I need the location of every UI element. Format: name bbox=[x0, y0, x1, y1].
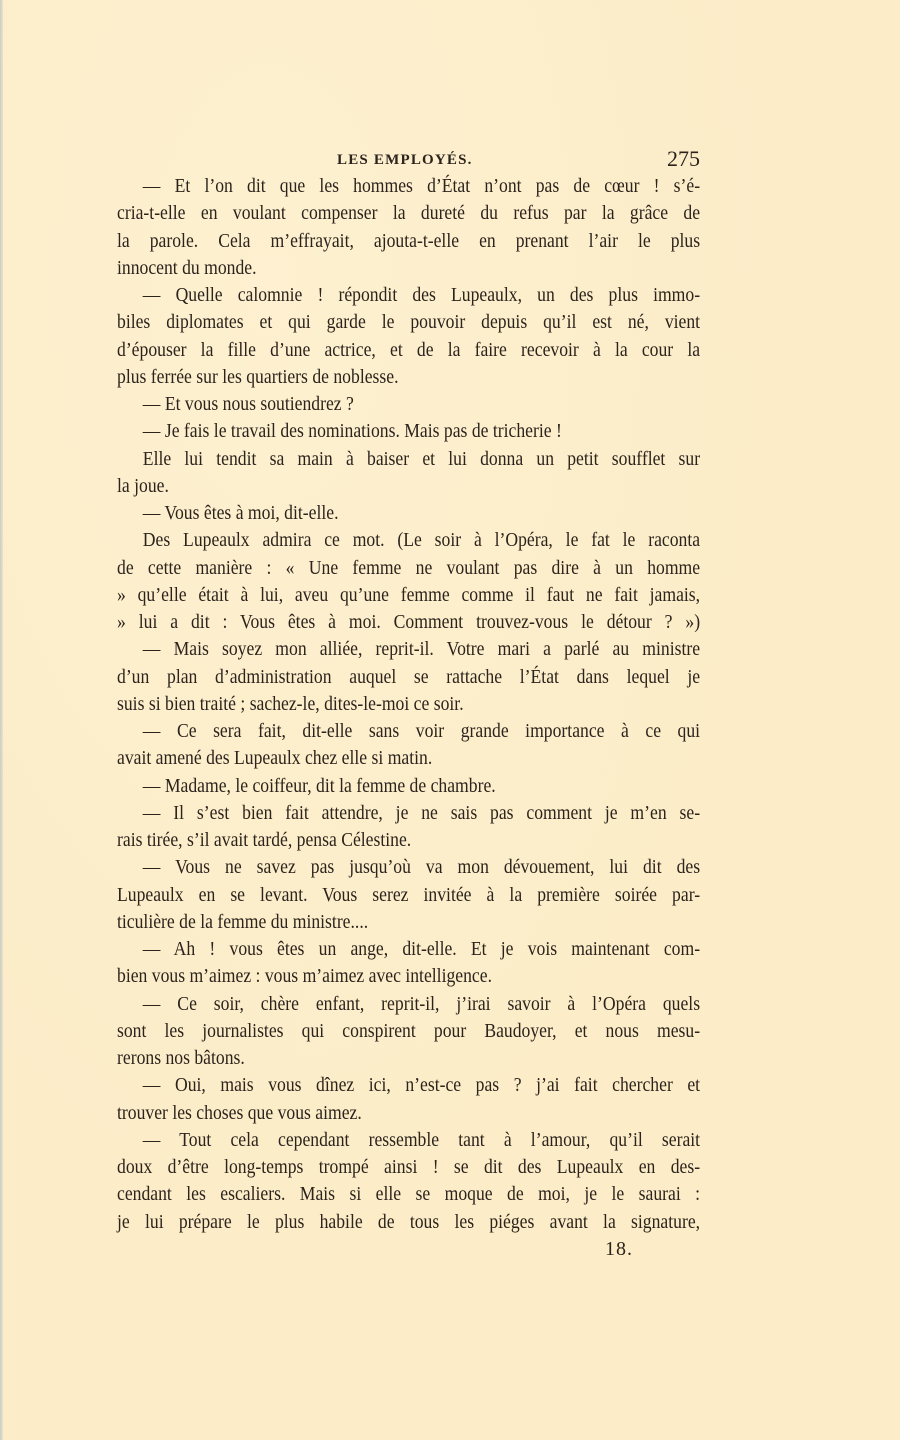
running-head bbox=[117, 145, 700, 173]
text-line: rais tirée, s’il avait tardé, pensa Célestine. bbox=[117, 829, 412, 851]
text-line: — Madame, le coiffeur, dit la femme de chambre. bbox=[142, 774, 496, 797]
text-line: ticulière de la femme du ministre.... bbox=[117, 910, 369, 933]
running-title: LES EMPLOYÉS. bbox=[337, 152, 473, 168]
text-line: — Vous êtes à moi, dit-elle. bbox=[142, 502, 339, 524]
text-line: Des Lupeaulx admira ce mot. (Le soir à l’Opéra, le fat le raconta bbox=[142, 529, 701, 552]
text-line: trouver les choses que vous aimez. bbox=[117, 1101, 362, 1124]
book-page bbox=[117, 145, 700, 1266]
text-line: rerons nos bâtons. bbox=[117, 1047, 245, 1069]
text-line: bien vous m’aimez : vous m’aimez avec intelligence. bbox=[117, 965, 493, 988]
text-line: — Vous ne savez pas jusqu’où va mon dévouement, lui dit des bbox=[142, 856, 701, 879]
text-line: — Et vous nous soutiendrez ? bbox=[142, 393, 354, 415]
text-line: — Ah ! vous êtes un ange, dit-elle. Et je vois maintenant com- bbox=[142, 938, 701, 960]
text-line: » qu’elle était à lui, aveu qu’une femme comme il faut ne fait jamais, bbox=[117, 583, 701, 606]
text-line: d’un plan d’administration auquel se rattache l’État dans lequel je bbox=[117, 665, 701, 688]
text-line: — Et l’on dit que les hommes d’État n’ont pas de cœur ! s’é- bbox=[142, 175, 701, 197]
text-line: avait amené des Lupeaulx chez elle si matin. bbox=[117, 747, 433, 770]
text-line: — Tout cela cependant ressemble tant à l’amour, qu’il serait bbox=[142, 1128, 701, 1151]
body-text bbox=[117, 173, 700, 1236]
text-line: innocent du monde. bbox=[117, 256, 257, 279]
text-line: biles diplomates et qui garde le pouvoir depuis qu’il est né, vient bbox=[117, 311, 701, 334]
text-line: je lui prépare le plus habile de tous les piéges avant la signature, bbox=[117, 1210, 701, 1233]
text-line: — Ce soir, chère enfant, reprit-il, j’irai savoir à l’Opéra quels bbox=[142, 992, 701, 1015]
text-line: — Mais soyez mon alliée, reprit-il. Votre mari a parlé au ministre bbox=[142, 638, 701, 661]
text-line: doux d’être long-temps trompé ainsi ! se dit des Lupeaulx en des- bbox=[117, 1156, 701, 1178]
signature-mark bbox=[117, 1236, 700, 1266]
text-line: plus ferrée sur les quartiers de noblesse. bbox=[117, 365, 399, 388]
text-line: sont les journalistes qui conspirent pour Baudoyer, et nous mesu- bbox=[117, 1019, 701, 1042]
text-line: Elle lui tendit sa main à baiser et lui donna un petit soufflet sur bbox=[142, 447, 701, 470]
text-line: cria-t-elle en voulant compenser la dureté du refus par la grâce de bbox=[117, 202, 701, 225]
text-line: la joue. bbox=[117, 474, 169, 497]
text-line: de cette manière : « Une femme ne voulant pas dire à un homme bbox=[117, 556, 701, 579]
page-edge bbox=[0, 0, 3, 1440]
text-line: — Il s’est bien fait attendre, je ne sais pas comment je m’en se- bbox=[142, 801, 701, 824]
text-line: Lupeaulx en se levant. Vous serez invitée à la première soirée par- bbox=[117, 883, 701, 906]
text-line: la parole. Cela m’effrayait, ajouta-t-elle en prenant l’air le plus bbox=[117, 229, 701, 252]
text-line: » lui a dit : Vous êtes à moi. Comment trouvez-vous le détour ? ») bbox=[117, 611, 701, 633]
text-line: — Oui, mais vous dînez ici, n’est-ce pas ? j’ai fait chercher et bbox=[142, 1074, 701, 1097]
text-line: suis si bien traité ; sachez-le, dites-le-moi ce soir. bbox=[117, 692, 464, 715]
text-line: — Quelle calomnie ! répondit des Lupeaulx, un des plus immo- bbox=[142, 284, 701, 306]
text-line: cendant les escaliers. Mais si elle se moque de moi, je le saurai : bbox=[117, 1183, 701, 1206]
text-line: — Ce sera fait, dit-elle sans voir grande importance à ce qui bbox=[142, 720, 701, 742]
text-line: d’épouser la fille d’une actrice, et de la faire recevoir à la cour la bbox=[117, 338, 701, 361]
page-number: 275 bbox=[667, 146, 700, 171]
signature-number: 18. bbox=[605, 1237, 633, 1260]
text-line: — Je fais le travail des nominations. Mais pas de tricherie ! bbox=[142, 420, 562, 443]
